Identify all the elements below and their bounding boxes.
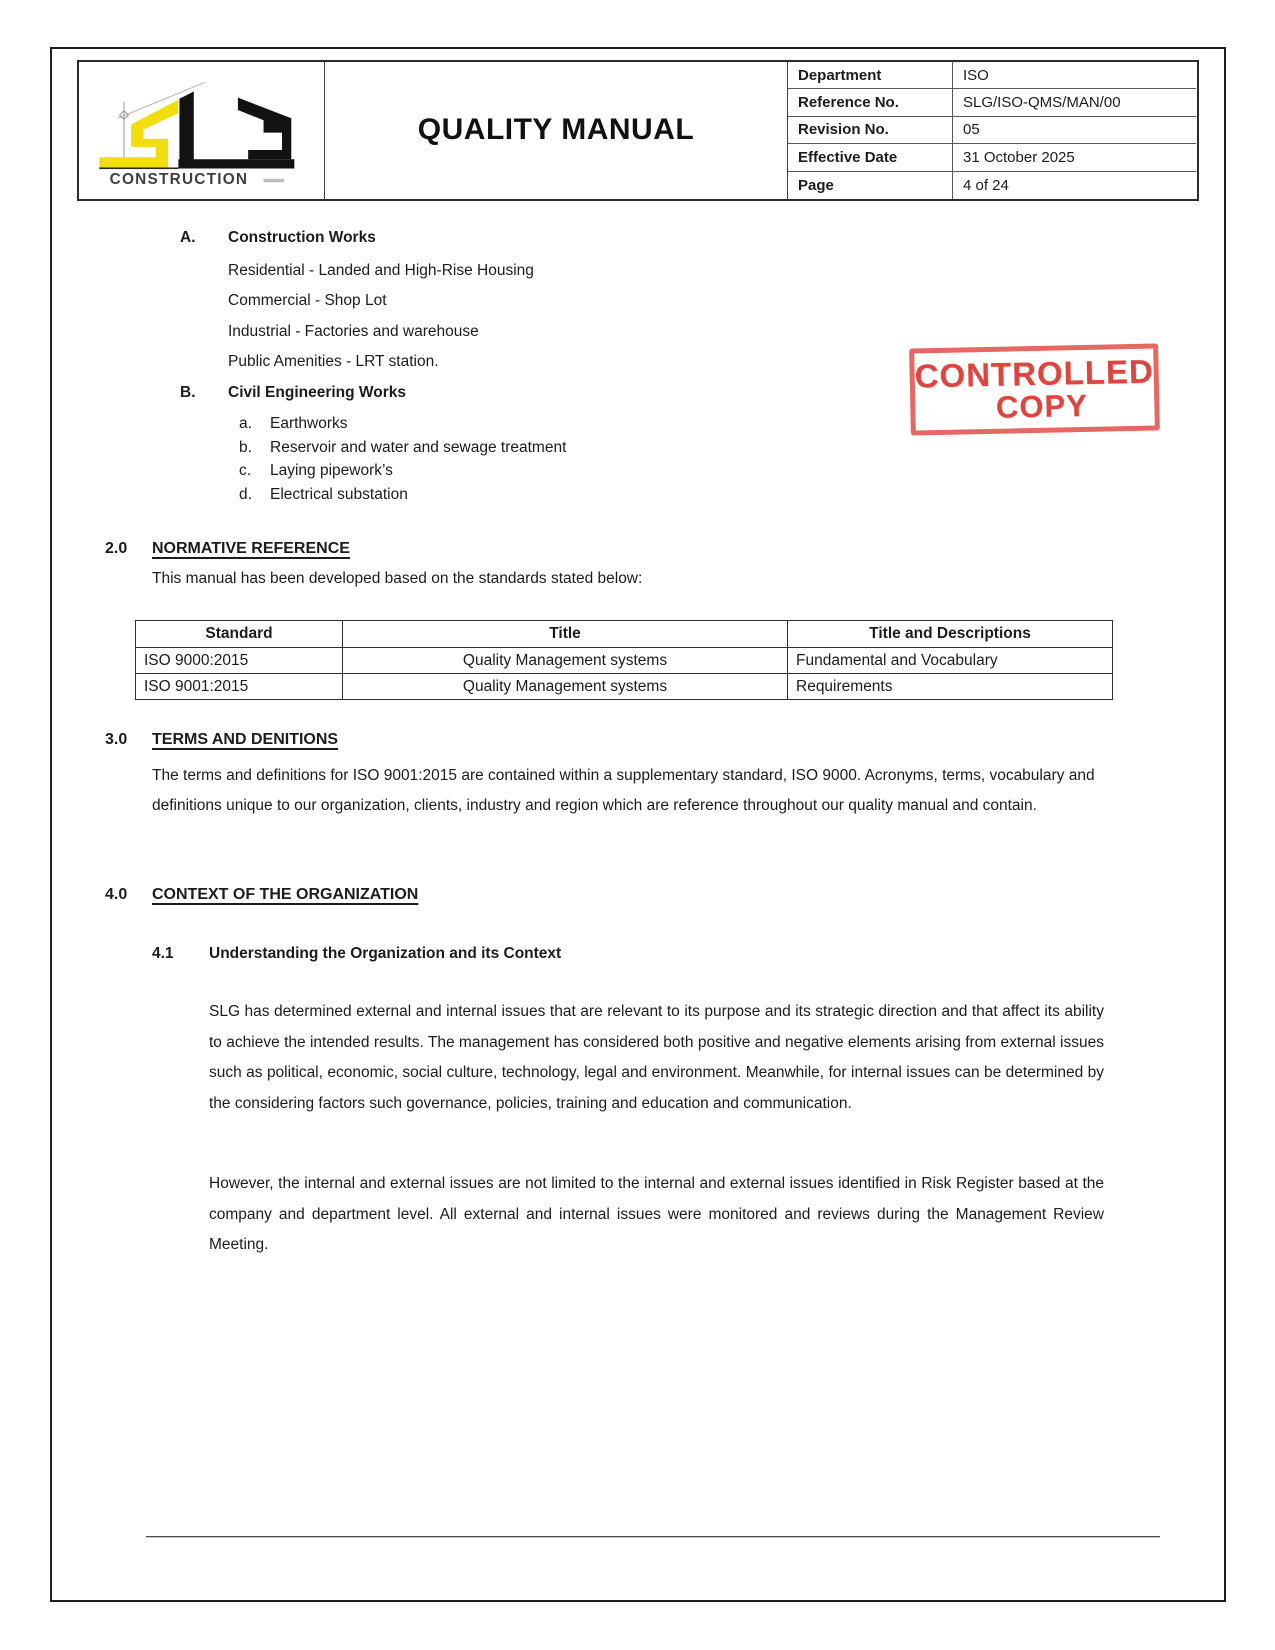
section-b-title: Civil Engineering Works xyxy=(228,384,407,401)
section-3-body: The terms and definitions for ISO 9001:2015 are contained within a supplementary standard, ISO 9000. Acronyms, terms, vocabulary and definitions unique to our organization, clients, industry and region which are reference throughout our quality manual and contain. xyxy=(152,767,1095,814)
standards-table xyxy=(135,620,1113,700)
table-row xyxy=(136,648,1113,674)
section-a-number: A. xyxy=(180,229,196,246)
section-4-title: CONTEXT OF THE ORGANIZATION xyxy=(152,886,419,903)
list-item: Commercial - Shop Lot xyxy=(228,292,387,310)
logo-letter-l xyxy=(179,92,193,169)
header-value-effective-date: 31 October 2025 xyxy=(953,144,1196,171)
section-3-heading xyxy=(105,731,338,749)
header-label-revision-no: Revision No. xyxy=(788,117,953,144)
logo-letter-g xyxy=(237,98,290,160)
section-a-items xyxy=(228,256,534,378)
section-4-number: 4.0 xyxy=(105,886,128,903)
header-value-page: 4 of 24 xyxy=(963,176,1009,194)
list-text: Electrical substation xyxy=(270,485,408,503)
section-2-title: NORMATIVE REFERENCE xyxy=(152,540,350,557)
list-item xyxy=(239,436,566,460)
document-header xyxy=(77,60,1199,201)
header-label-reference-no: Reference No. xyxy=(788,89,953,116)
controlled-copy-stamp xyxy=(909,343,1160,435)
logo-cell xyxy=(79,62,325,199)
list-item: Residential - Landed and High-Rise Housing xyxy=(228,262,534,279)
header-label-effective-date: Effective Date xyxy=(788,144,953,171)
table-cell: Fundamental and Vocabulary xyxy=(788,648,1113,674)
column-header-standard: Standard xyxy=(136,621,343,648)
column-header-descriptions: Title and Descriptions xyxy=(788,621,1113,648)
section-b-heading xyxy=(180,384,406,402)
section-b-items xyxy=(239,412,566,506)
logo-fineprint-smudge xyxy=(263,179,284,183)
section-4-heading xyxy=(105,886,418,904)
footer-divider xyxy=(146,1536,1160,1538)
section-b-number: B. xyxy=(180,384,196,401)
table-row xyxy=(136,674,1113,700)
list-text: Reservoir and water and sewage treatment xyxy=(270,438,567,456)
table-cell: Requirements xyxy=(788,674,1113,700)
stamp-line2: COPY xyxy=(995,387,1089,425)
list-item: Public Amenities - LRT station. xyxy=(228,353,439,371)
list-text: Earthworks xyxy=(270,415,348,432)
table-cell: ISO 9000:2015 xyxy=(136,648,343,674)
list-item xyxy=(239,483,566,507)
section-4-1-paragraph-2: However, the internal and external issues are not limited to the internal and external issues identified in Risk Register based at the company and department level. All external and internal issues were monitored and reviews during the Management Review Meeting. xyxy=(209,1175,1104,1253)
section-4-1-heading xyxy=(152,945,561,963)
list-text: Laying pipework’s xyxy=(270,462,393,479)
table-cell: ISO 9001:2015 xyxy=(136,674,343,700)
section-2-heading xyxy=(105,540,350,558)
section-3-title: TERMS AND DENITIONS xyxy=(152,731,339,748)
list-marker: b. xyxy=(239,438,252,456)
list-item xyxy=(239,412,566,436)
section-2-number: 2.0 xyxy=(105,540,128,557)
header-value-department: ISO xyxy=(953,62,1196,89)
logo-base-line xyxy=(99,168,178,170)
list-item: Industrial - Factories and warehouse xyxy=(228,322,479,340)
document-title: QUALITY MANUAL xyxy=(325,62,788,199)
list-marker: c. xyxy=(239,462,252,479)
table-header-row xyxy=(136,621,1113,648)
stamp-line1: CONTROLLED xyxy=(914,352,1155,395)
header-value-reference-no: SLG/ISO-QMS/MAN/00 xyxy=(953,89,1196,116)
section-2-intro: This manual has been developed based on the standards stated below: xyxy=(152,570,643,587)
section-a-title: Construction Works xyxy=(228,229,376,246)
section-a-heading xyxy=(180,229,376,247)
page-border xyxy=(50,47,1226,1602)
logo-subtitle: CONSTRUCTION xyxy=(109,171,248,189)
section-3-number: 3.0 xyxy=(105,731,128,748)
list-marker: d. xyxy=(239,485,252,503)
section-4-1-number: 4.1 xyxy=(152,945,174,962)
table-cell: Quality Management systems xyxy=(343,674,788,700)
header-label-department: Department xyxy=(788,62,953,89)
logo-base-bar xyxy=(178,160,294,169)
section-4-1-title: Understanding the Organization and its Context xyxy=(209,945,562,962)
section-4-1-paragraph-1: SLG has determined external and internal issues that are relevant to its purpose and its strategic direction and that affect its ability to achieve the intended results. The management has considered both positive and negative elements arising from external issues such as political, economic, social culture, technology, legal and environment. Meanwhile, for internal issues can be determined by the considering factors such governance, policies, training and education and communication. xyxy=(209,1003,1104,1112)
list-item xyxy=(239,459,566,483)
header-label-page: Page xyxy=(788,172,953,199)
list-marker: a. xyxy=(239,415,252,432)
table-cell: Quality Management systems xyxy=(343,648,788,674)
header-value-revision-no: 05 xyxy=(953,117,1196,144)
slg-construction-logo xyxy=(94,71,310,189)
column-header-title: Title xyxy=(343,621,788,648)
